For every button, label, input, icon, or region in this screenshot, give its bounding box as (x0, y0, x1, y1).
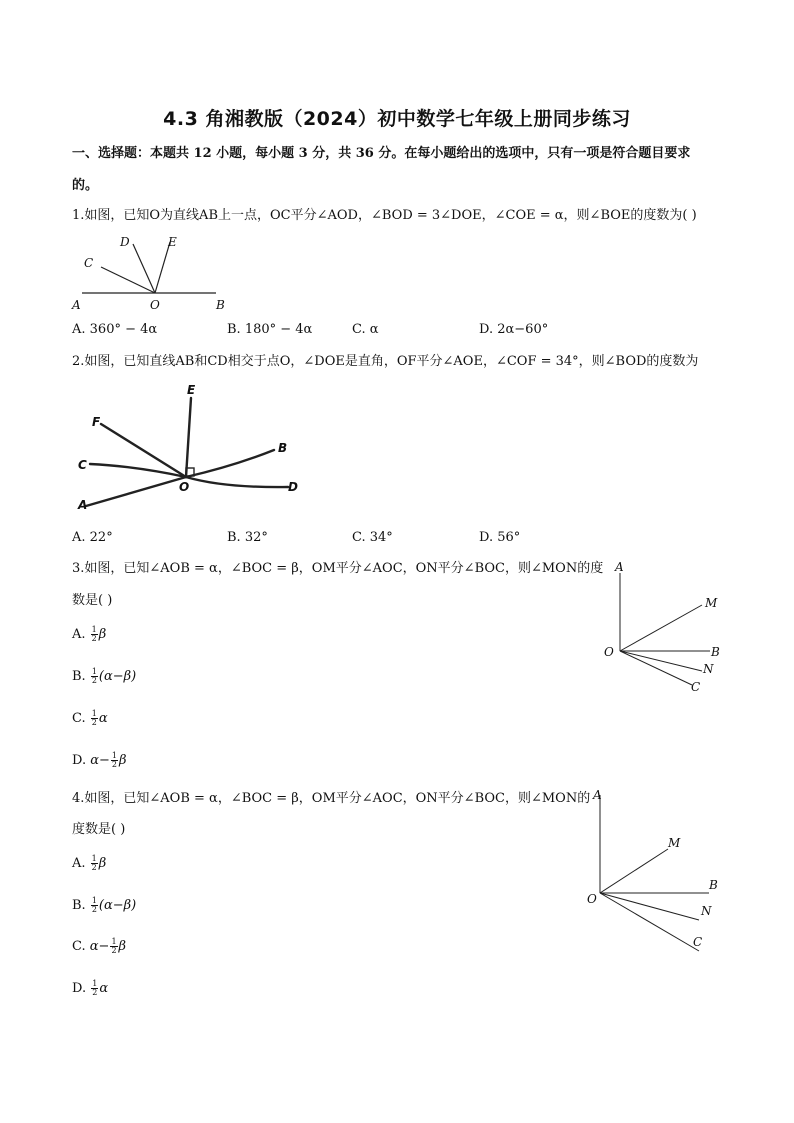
q2-option-c[interactable]: C. 34° (352, 530, 393, 545)
question-1-stem: 1.如图，已知O为直线AB上一点，OC平分∠AOD，∠BOD = 3∠DOE，∠COE = α，则∠BOE的度数为( ) (72, 208, 697, 223)
fraction: $\frac{1}{2}$ (91, 709, 97, 727)
ray-od (133, 244, 155, 293)
label-m: M (668, 836, 681, 850)
ray-oc (101, 267, 155, 293)
fraction: $\frac{1}{2}$ (91, 854, 97, 872)
ray-oe (155, 242, 170, 293)
ray-on (620, 651, 702, 671)
q4-option-b[interactable]: B. $\frac{1}{2}$ (α−β) (72, 896, 137, 914)
q3-option-d[interactable]: D. α− $\frac{1}{2}$ β (72, 751, 127, 769)
label-c: C (84, 256, 94, 270)
label-f: F (92, 415, 101, 429)
q3-option-a[interactable]: A. $\frac{1}{2}$ β (72, 625, 107, 643)
ray-od (186, 477, 288, 487)
question-4-figure (585, 785, 725, 960)
label-n: N (703, 662, 714, 676)
question-3-stem-line2: 数是( ) (72, 593, 113, 608)
fraction: $\frac{1}{2}$ (91, 625, 97, 643)
fraction: $\frac{1}{2}$ (111, 937, 117, 955)
ray-oc (90, 464, 186, 477)
q2-option-b[interactable]: B. 32° (227, 530, 268, 545)
option-label: A. (72, 856, 86, 871)
q1-option-a[interactable]: A. 360° − 4α (72, 322, 158, 337)
q1-option-d[interactable]: D. 2α−60° (479, 322, 549, 337)
fraction: $\frac{1}{2}$ (91, 667, 97, 685)
label-m: M (705, 596, 718, 610)
question-3-figure (600, 560, 730, 700)
label-c: C (78, 458, 87, 472)
fraction: $\frac{1}{2}$ (92, 979, 98, 997)
option-label: B. (72, 898, 86, 913)
label-e: E (187, 383, 196, 397)
question-4-stem-line1: 4.如图，已知∠AOB = α，∠BOC = β，OM平分∠AOC，ON平分∠BOC，则∠MON的 (72, 791, 591, 806)
q4-option-d[interactable]: D. $\frac{1}{2}$ α (72, 979, 109, 997)
q3-option-b[interactable]: B. $\frac{1}{2}$ (α−β) (72, 667, 137, 685)
ray-oc (600, 893, 699, 951)
label-b: B (278, 441, 288, 455)
question-2-figure (74, 380, 314, 515)
fraction: $\frac{1}{2}$ (91, 896, 97, 914)
label-o: O (179, 480, 190, 494)
question-4-stem-line2: 度数是( ) (72, 822, 126, 837)
question-3-stem-line1: 3.如图，已知∠AOB = α，∠BOC = β，OM平分∠AOC，ON平分∠BOC，则∠MON的度 (72, 561, 604, 576)
label-a: A (615, 560, 624, 574)
option-label: C. (72, 711, 86, 726)
ray-ob (186, 450, 274, 477)
label-o: O (150, 298, 160, 312)
label-o: O (587, 892, 597, 906)
q1-option-b[interactable]: B. 180° − 4α (227, 322, 313, 337)
q4-option-c[interactable]: C. α− $\frac{1}{2}$ β (72, 937, 127, 955)
label-a: A (593, 788, 602, 802)
option-label: D. (72, 753, 87, 768)
label-d: D (120, 235, 130, 249)
ray-oe (186, 398, 191, 477)
section-instruction-line1: 一、选择题：本题共 12 小题，每小题 3 分，共 36 分。在每小题给出的选项中，只有一项是符合题目要求 (72, 146, 691, 161)
label-e: E (168, 235, 177, 249)
question-1-figure (70, 230, 240, 312)
label-d: D (288, 480, 298, 494)
label-b: B (711, 645, 720, 659)
ray-om (600, 849, 668, 893)
fraction: $\frac{1}{2}$ (111, 751, 117, 769)
q2-option-a[interactable]: A. 22° (72, 530, 113, 545)
label-c: C (691, 680, 701, 694)
option-label: C. (72, 939, 86, 954)
option-label: B. (72, 669, 86, 684)
label-n: N (701, 904, 712, 918)
label-o: O (604, 645, 614, 659)
label-b: B (709, 878, 718, 892)
page-title: 4.3 角湘教版（2024）初中数学七年级上册同步练习 (163, 108, 631, 130)
ray-oc (620, 651, 692, 685)
q2-option-d[interactable]: D. 56° (479, 530, 521, 545)
ray-on (600, 893, 699, 920)
section-instruction-line2: 的。 (72, 178, 99, 193)
q4-option-a[interactable]: A. $\frac{1}{2}$ β (72, 854, 107, 872)
q1-option-c[interactable]: C. α (352, 322, 379, 337)
label-b: B (216, 298, 225, 312)
option-label: D. (72, 981, 87, 996)
ray-oa (86, 477, 186, 506)
question-2-stem: 2.如图，已知直线AB和CD相交于点O，∠DOE是直角，OF平分∠AOE，∠COF = 34°，则∠BOD的度数为 (72, 354, 699, 369)
label-a: A (78, 498, 88, 512)
q3-option-c[interactable]: C. $\frac{1}{2}$ α (72, 709, 108, 727)
label-c: C (693, 935, 703, 949)
ray-om (620, 605, 702, 651)
label-a: A (72, 298, 81, 312)
option-label: A. (72, 627, 86, 642)
